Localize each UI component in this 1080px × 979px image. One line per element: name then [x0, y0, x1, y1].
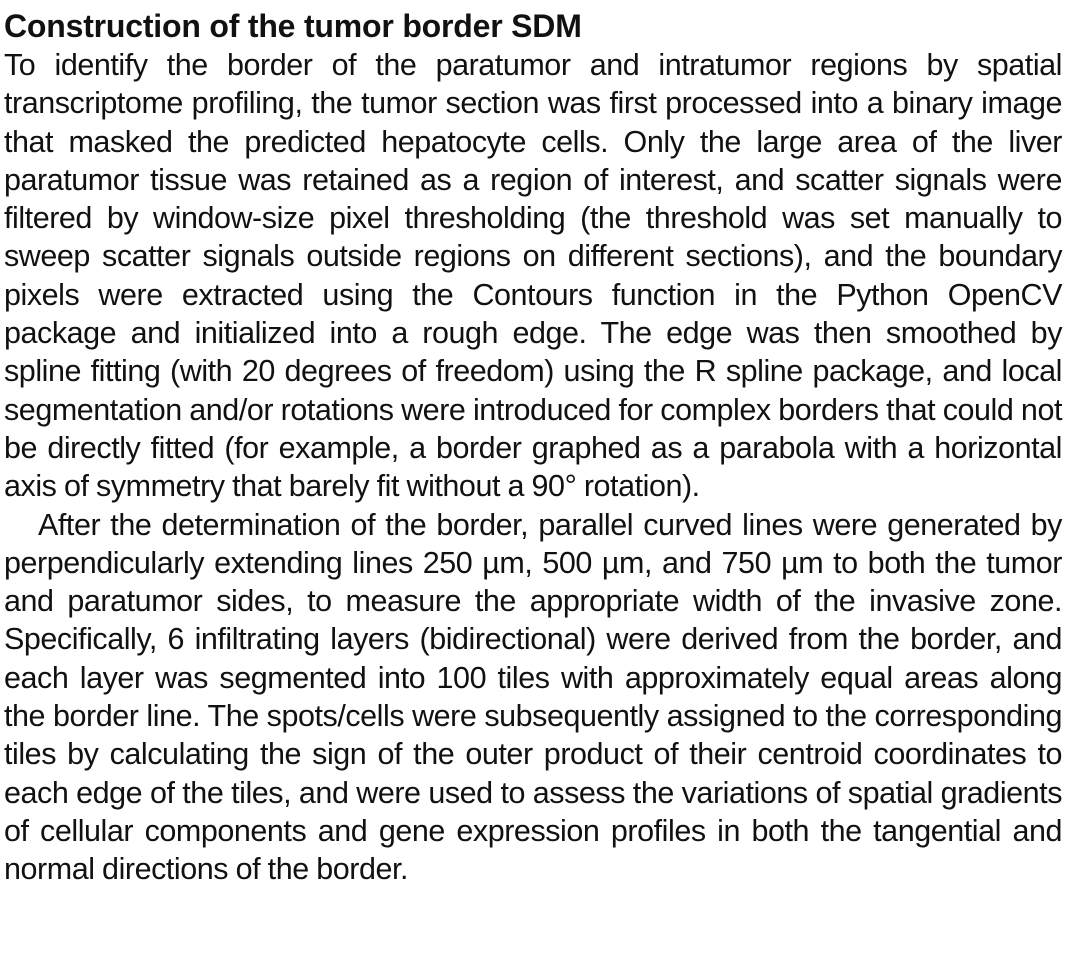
- article-section: [4, 6, 1062, 889]
- paragraph-1: To identify the border of the paratumor and intratumor regions by spatial transcriptome profiling, the tumor section was first processed into a binary image that masked the predicted hepatocyte cells. Only the large area of the liver paratumor tissue was retained as a region of interest, and scatter signals were filtered by window-size pixel thresholding (the threshold was set manually to sweep scatter signals outside regions on different sections), and the boundary pixels were extracted using the Contours function in the Python OpenCV package and initialized into a rough edge. The edge was then smoothed by spline fitting (with 20 degrees of freedom) using the R spline package, and local segmentation and/or rotations were introduced for complex borders that could not be directly fitted (for example, a border graphed as a parabola with a horizontal axis of symmetry that barely fit without a 90° rotation).: [4, 48, 1062, 504]
- paragraph-2: After the determination of the border, parallel curved lines were generated by perpendicularly extending lines 250 µm, 500 µm, and 750 µm to both the tumor and paratumor sides, to measure the appropriate width of the invasive zone. Specifically, 6 infiltrating layers (bidirectional) were derived from the border, and each layer was segmented into 100 tiles with approximately equal areas along the border line. The spots/cells were subsequently assigned to the corresponding tiles by calculating the sign of the outer product of their centroid coordinates to each edge of the tiles, and were used to assess the variations of spatial gradients of cellular components and gene expression profiles in both the tangential and normal directions of the border.: [4, 507, 1062, 887]
- section-heading: Construction of the tumor border SDM: [4, 8, 582, 44]
